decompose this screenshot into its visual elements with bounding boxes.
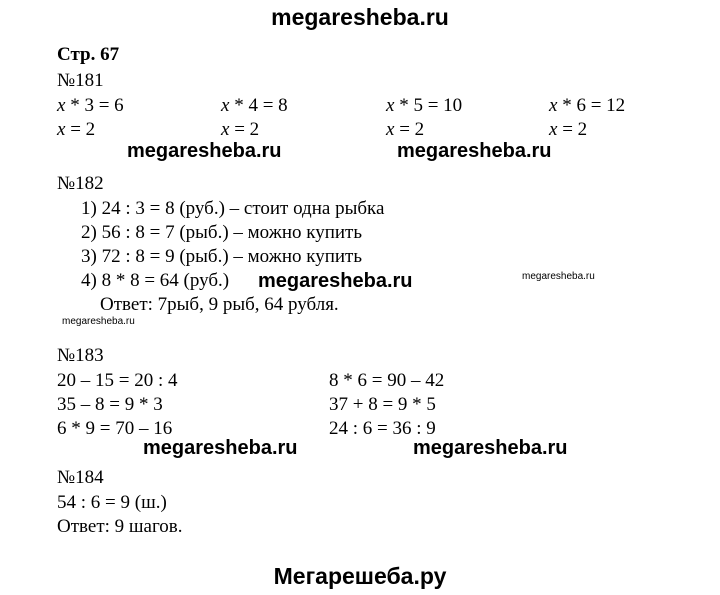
task-183-right-3: 24 : 6 = 36 : 9 (329, 418, 436, 439)
task-183-left-2: 35 – 8 = 9 * 3 (57, 394, 163, 415)
task-184-number: №184 (57, 467, 104, 488)
task-184-solution: 54 : 6 = 9 (ш.) (57, 492, 167, 513)
header-site-watermark: megaresheba.ru (271, 4, 449, 30)
watermark-mid-4: megaresheba.ru (143, 437, 298, 459)
task-181-ans-4: x = 2 (549, 119, 588, 140)
watermark-mid-2: megaresheba.ru (397, 140, 552, 162)
task-182-step-2: 2) 56 : 8 = 7 (рыб.) – можно купить (81, 222, 363, 243)
task-183-right-1: 8 * 6 = 90 – 42 (329, 370, 445, 391)
task-182-number: №182 (57, 173, 104, 194)
task-182-answer: Ответ: 7рыб, 9 рыб, 64 рубля. (100, 294, 339, 315)
watermark-mid-1: megaresheba.ru (127, 140, 282, 162)
footer-watermark: Мегарешеба.ру (273, 563, 447, 589)
watermark-mid-5: megaresheba.ru (413, 437, 568, 459)
task-183-left-3: 6 * 9 = 70 – 16 (57, 418, 173, 439)
task-183-left-1: 20 – 15 = 20 : 4 (57, 370, 178, 391)
task-184-answer: Ответ: 9 шагов. (57, 516, 183, 537)
task-181-eq-3: x * 5 = 10 (386, 95, 463, 116)
task-182-step-1: 1) 24 : 3 = 8 (руб.) – стоит одна рыбка (81, 198, 385, 219)
task-181-eq-2: x * 4 = 8 (221, 95, 288, 116)
task-181-ans-1: x = 2 (57, 119, 96, 140)
task-181-eq-1: x * 3 = 6 (57, 95, 124, 116)
task-181-ans-2: x = 2 (221, 119, 260, 140)
task-181-eq-4: x * 6 = 12 (549, 95, 626, 116)
task-183-right-2: 37 + 8 = 9 * 5 (329, 394, 436, 415)
task-182-step-4: 4) 8 * 8 = 64 (руб.) (81, 270, 230, 291)
watermark-small-2: megaresheba.ru (62, 316, 135, 327)
task-183-number: №183 (57, 345, 104, 366)
watermark-mid-3: megaresheba.ru (258, 270, 413, 292)
task-181-ans-3: x = 2 (386, 119, 425, 140)
page-label: Стр. 67 (57, 44, 120, 65)
watermark-small-1: megaresheba.ru (522, 271, 595, 282)
task-181-number: №181 (57, 70, 104, 91)
task-182-step-3: 3) 72 : 8 = 9 (рыб.) – можно купить (81, 246, 363, 267)
